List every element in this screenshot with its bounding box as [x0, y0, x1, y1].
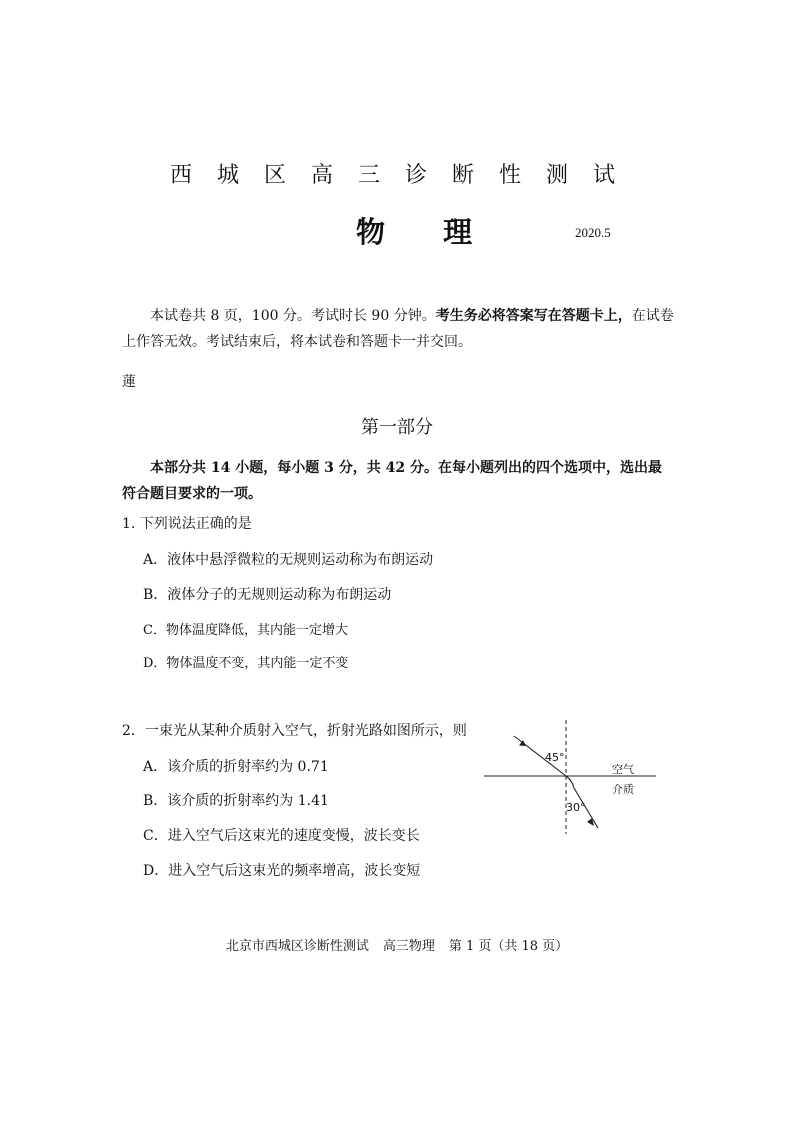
instructions-bold: 考生务必将答案写在答题卡上，	[435, 308, 632, 324]
page-footer	[0, 935, 794, 954]
angle-45-label: 45°	[545, 751, 565, 764]
exam-date: 2020.5	[575, 225, 611, 240]
question-1-option-c: C．物体温度降低，其内能一定增大	[143, 623, 348, 638]
question-2-option-b: B．该介质的折射率约为 1.41	[143, 793, 329, 809]
question-2-option-d: D．进入空气后这束光的频率增高，波长变短	[143, 863, 421, 879]
question-2-option-a: A．该介质的折射率约为 0.71	[143, 759, 329, 775]
part-title: 第一部分	[361, 417, 433, 438]
question-2-option-c: C．进入空气后这束光的速度变慢，波长变长	[143, 828, 420, 844]
question-1-option-b: B．液体分子的无规则运动称为布朗运动	[143, 587, 392, 603]
part-instructions	[122, 455, 674, 507]
air-label: 空气	[612, 763, 634, 776]
subject-title: 物 理	[356, 215, 497, 249]
medium-label: 介质	[612, 783, 634, 796]
instructions-part-2: 在试卷上作答无效。考试结束后，将本试卷和答题卡一并交回。	[122, 308, 674, 350]
footer-course: 高三物理	[382, 939, 435, 954]
exam-title: 西 城 区 高 三 诊 断 性 测 试	[170, 163, 624, 188]
question-1-option-a: A．液体中悬浮微粒的无规则运动称为布朗运动	[143, 552, 434, 568]
question-1-option-d: D．物体温度不变，其内能一定不变	[143, 656, 349, 671]
instructions-part-1: 本试卷共 8 页，100 分。考试时长 90 分钟。	[150, 308, 436, 324]
part-note-2: ，选出最符合题目要求的一项。	[122, 460, 662, 502]
refraction-diagram	[480, 716, 660, 838]
exam-instructions	[122, 303, 674, 355]
part-note-1: 本部分共 14 小题，每小题 3 分，共 42 分。在每小题列出的	[150, 460, 536, 476]
stray-character: 蓮	[122, 374, 136, 390]
angle-30-label: 30°	[566, 801, 586, 814]
part-note-bold: 四个选项中	[535, 460, 606, 476]
footer-page-number: 第 1 页（共 18 页）	[448, 939, 569, 954]
footer-source: 北京市西城区诊断性测试	[225, 939, 369, 954]
question-2-stem: 2．一束光从某种介质射入空气，折射光路如图所示，则	[122, 723, 467, 739]
question-1-stem: 1. 下列说法正确的是	[122, 516, 252, 532]
